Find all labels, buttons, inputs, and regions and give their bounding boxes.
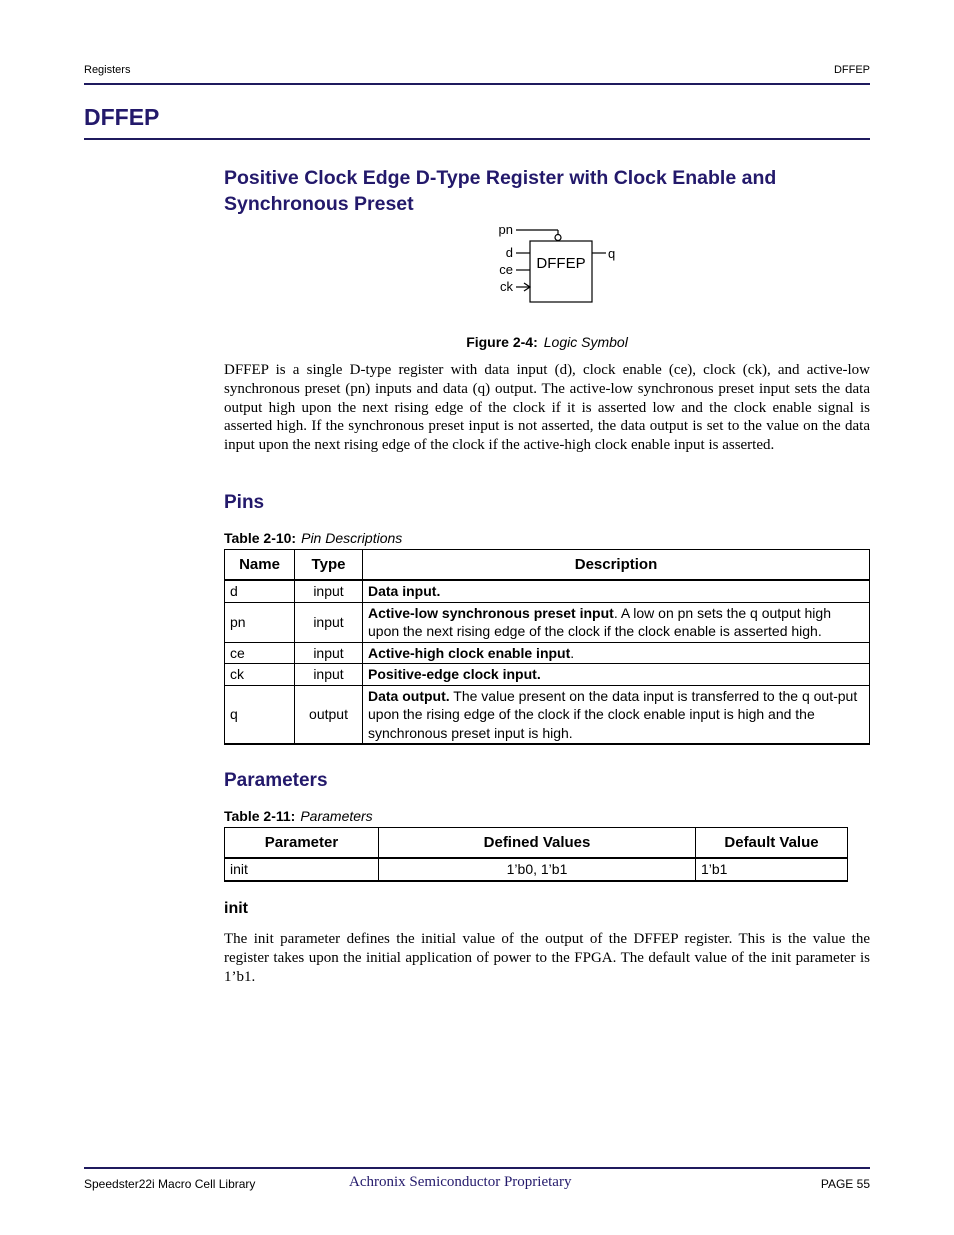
page-title: DFFEP [84,104,160,130]
symbol-cell-name: DFFEP [536,255,586,272]
table-row: init 1’b0, 1’b1 1’b1 [225,858,848,881]
table-row: ce input Active-high clock enable input. [225,642,870,664]
init-paragraph: The init parameter defines the initial value of the output of the DFFEP register. This is the value the register takes upon the initial application of power to the FPGA. The default value of the init parameter is 1’b1. [224,931,870,985]
parameters-table-caption: Table 2-11: Parameters [224,808,373,824]
footer-page-number: PAGE 55 [820,1177,870,1191]
init-heading: init [224,900,248,917]
pins-table [224,549,870,745]
pn-inversion-bubble [555,235,561,241]
pin-label-pn: pn [498,222,513,237]
table-row: pn input Active-low synchronous preset input. A low on pn sets the q output high upon the next rising edge of the clock if the clock enable is asserted high. [225,602,870,642]
parameters-table [224,827,848,882]
col-header-default-value: Default Value [696,828,848,859]
figure-caption-text: Logic Symbol [543,334,628,350]
col-header-parameter: Parameter [225,828,379,859]
footer-library: Speedster22i Macro Cell Library [84,1177,256,1191]
header-cell-name: DFFEP [833,64,870,76]
figure-caption-label: Figure 2-4: [466,334,538,350]
header-section: Registers [84,64,131,76]
col-header-type: Type [295,550,363,581]
table-row: q output Data output. The value present on the data input is transferred to the q out-put upon the rising edge of the clock if the clock enable input is high and the synchronous preset input is high. [225,685,870,744]
col-header-name: Name [225,550,295,581]
footer-proprietary: Achronix Semiconductor Proprietary [349,1174,572,1190]
cell-subtitle: Positive Clock Edge D-Type Register with Clock Enable and Synchronous Preset [224,167,777,215]
footer-rule [84,1167,870,1169]
pin-label-ce: ce [499,262,513,277]
title-rule [84,138,870,140]
pin-label-q: q [608,246,616,261]
col-header-defined-values: Defined Values [379,828,696,859]
header-rule [84,83,870,85]
description-paragraph: DFFEP is a single D-type register with data input (d), clock enable (ce), clock (ck), and active-low synchronous preset (pn) inputs and data (q) output. The active-low synchronous preset input sets the data output high upon the next rising edge of the clock if it is asserted low and the clock enable signal is asserted high. If the synchronous preset input is not asserted, the data output is set to the value on the data input upon the next rising edge of the clock if the active-high clock enable input is asserted. [224,362,870,454]
logic-symbol [480,220,640,310]
table-row: ck input Positive-edge clock input. [225,664,870,686]
parameters-heading: Parameters [224,770,328,791]
col-header-description: Description [363,550,870,581]
pin-label-d: d [505,245,513,260]
pins-heading: Pins [224,492,265,513]
pins-table-caption: Table 2-10: Pin Descriptions [224,530,403,546]
pin-label-ck: ck [500,279,513,294]
figure-caption [224,334,870,350]
table-row: d input Data input. [225,580,870,602]
